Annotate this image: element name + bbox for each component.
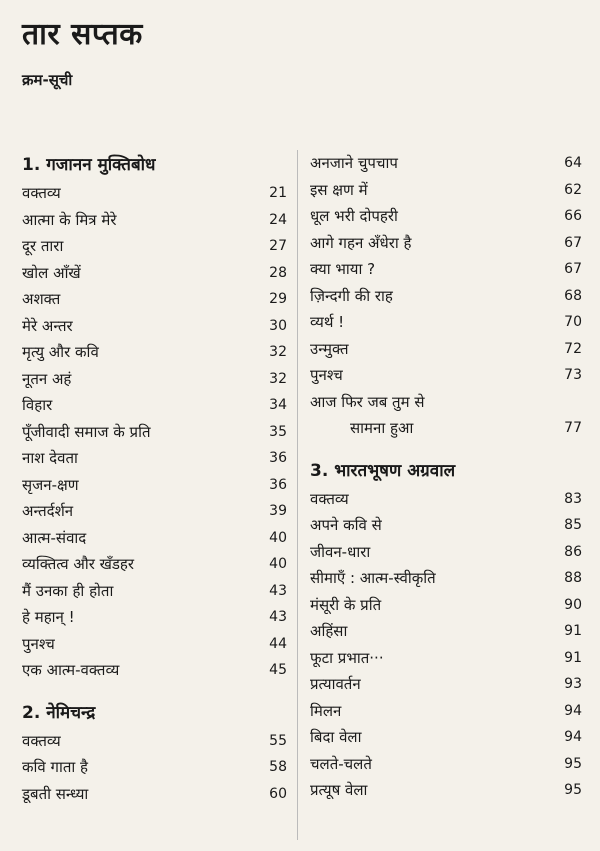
entry-page-number: 67 (564, 234, 582, 251)
entry-page-number: 40 (269, 556, 287, 572)
toc-entry (22, 754, 287, 781)
entry-title: डूबती सन्ध्या (22, 784, 89, 803)
toc-entry (310, 203, 582, 230)
toc-entry (22, 313, 287, 340)
entry-page-number: 70 (564, 314, 582, 330)
toc-entry (22, 781, 287, 808)
page-subtitle: क्रम-सूची (22, 71, 73, 89)
toc-entry (22, 207, 287, 234)
entry-page-number: 73 (564, 367, 582, 383)
toc-entry (22, 578, 287, 605)
entry-title: आत्म-संवाद (22, 528, 87, 547)
entry-title: वक्तव्य (22, 184, 61, 202)
entry-page-number: 66 (564, 208, 582, 224)
entry-page-number: 95 (564, 755, 582, 772)
entry-title: ज़िन्दगी की राह (310, 286, 393, 305)
toc-entry (310, 362, 582, 389)
toc-entry (22, 498, 287, 525)
section-gap (310, 442, 582, 456)
entry-page-number: 86 (564, 543, 582, 560)
entry-page-number: 62 (564, 181, 582, 198)
toc-entry (310, 671, 582, 698)
section-heading: 3. भारतभूषण अग्रवाल (310, 460, 456, 481)
toc-entry (310, 724, 582, 751)
entry-page-number: 64 (564, 155, 582, 171)
toc-entry (22, 604, 287, 631)
entry-page-number: 45 (269, 662, 287, 678)
entry-page-number: 44 (269, 635, 287, 652)
toc-entry (310, 698, 582, 725)
entry-title: दूर तारा (22, 237, 64, 255)
toc-entry (310, 512, 582, 539)
toc-entry (22, 631, 287, 658)
entry-title: विहार (22, 396, 53, 414)
entry-title: सीमाएँ : आत्म-स्वीकृति (310, 569, 436, 587)
entry-title: उन्मुक्त (310, 339, 349, 358)
toc-entry (310, 539, 582, 566)
entry-page-number: 43 (269, 609, 287, 625)
entry-page-number: 60 (269, 785, 287, 802)
entry-title: नूतन अहं (22, 369, 72, 388)
entry-title: मृत्यु और कवि (22, 343, 99, 361)
toc-entry (310, 177, 582, 204)
entry-title: मंसूरी के प्रति (310, 595, 382, 614)
entry-page-number: 85 (564, 517, 582, 533)
toc-entry (22, 419, 287, 446)
entry-page-number: 36 (269, 476, 287, 493)
section-heading: 1. गजानन मुक्तिबोध (22, 155, 156, 175)
entry-title: मेरे अन्तर (22, 316, 73, 335)
entry-title: व्यक्तित्व और खँडहर (22, 555, 135, 573)
toc-entry (310, 283, 582, 310)
entry-title: व्यर्थ ! (310, 313, 345, 331)
entry-title: क्या भाया ? (310, 260, 376, 278)
entry-page-number: 88 (564, 570, 582, 586)
entry-page-number: 83 (564, 490, 582, 507)
toc-entry (22, 392, 287, 419)
entry-title: पुनश्च (22, 634, 55, 653)
entry-page-number: 68 (564, 287, 582, 304)
entry-title: एक आत्म-वक्तव्य (22, 661, 120, 679)
entry-title: सामना हुआ (350, 419, 414, 437)
entry-title: धूल भरी दोपहरी (310, 207, 398, 225)
toc-entry (22, 286, 287, 313)
toc-entry (22, 551, 287, 578)
entry-page-number: 28 (269, 264, 287, 281)
entry-page-number: 55 (269, 732, 287, 749)
entry-page-number: 90 (564, 596, 582, 613)
entry-title: इस क्षण में (310, 180, 368, 199)
section-gap (22, 684, 287, 698)
entry-title: पुनश्च (310, 366, 343, 384)
toc-entry (310, 230, 582, 257)
right-column (310, 150, 582, 804)
entry-title: नाश देवता (22, 449, 78, 467)
entry-title: पूँजीवादी समाज के प्रति (22, 422, 151, 441)
entry-page-number: 24 (269, 211, 287, 228)
toc-entry (310, 565, 582, 592)
entry-page-number: 29 (269, 291, 287, 307)
entry-title: आत्मा के मित्र मेरे (22, 210, 117, 229)
entry-page-number: 35 (269, 423, 287, 440)
toc-entry (22, 260, 287, 287)
entry-page-number: 40 (269, 529, 287, 546)
toc-entry (310, 645, 582, 672)
entry-page-number: 67 (564, 261, 582, 277)
entry-title: सृजन-क्षण (22, 475, 79, 494)
entry-page-number: 32 (269, 370, 287, 387)
toc-entry (22, 180, 287, 207)
entry-title: चलते-चलते (310, 754, 372, 773)
entry-title: आज फिर जब तुम से (310, 392, 425, 411)
entry-page-number: 58 (269, 759, 287, 775)
toc-entry (310, 777, 582, 804)
entry-page-number: 43 (269, 582, 287, 599)
entry-title: हे महान् ! (22, 608, 75, 626)
entry-page-number: 36 (269, 450, 287, 466)
entry-title: खोल आँखें (22, 263, 81, 282)
entry-page-number: 94 (564, 729, 582, 745)
toc-entry (22, 472, 287, 499)
entry-page-number: 91 (564, 649, 582, 666)
left-column (22, 150, 287, 807)
entry-title: अपने कवि से (310, 516, 382, 534)
entry-page-number: 94 (564, 702, 582, 719)
toc-entry (22, 657, 287, 684)
entry-title: अहिंसा (310, 622, 348, 640)
column-divider (297, 150, 298, 840)
toc-entry (22, 525, 287, 552)
entry-page-number: 95 (564, 782, 582, 798)
toc-entry (310, 150, 582, 177)
toc-entry-wrapped-line2 (310, 415, 582, 442)
entry-title: अशक्त (22, 290, 61, 308)
entry-page-number: 72 (564, 340, 582, 357)
toc-entry-wrapped-line1 (310, 389, 582, 416)
entry-page-number: 32 (269, 344, 287, 360)
entry-page-number: 39 (269, 503, 287, 519)
entry-title: वक्तव्य (22, 731, 61, 750)
entry-title: आगे गहन अँधेरा है (310, 233, 412, 252)
entry-page-number: 93 (564, 676, 582, 692)
toc-entry (310, 486, 582, 513)
entry-page-number: 91 (564, 623, 582, 639)
entry-page-number: 34 (269, 397, 287, 413)
entry-title: अन्तर्दर्शन (22, 502, 74, 520)
entry-title: बिदा वेला (310, 728, 362, 746)
toc-entry (310, 592, 582, 619)
entry-title: प्रत्यूष वेला (310, 781, 368, 799)
toc-entry (310, 309, 582, 336)
toc-entry (22, 728, 287, 755)
toc-entry (310, 618, 582, 645)
toc-entry (22, 445, 287, 472)
entry-page-number: 21 (269, 185, 287, 201)
toc-entry (310, 256, 582, 283)
toc-entry (22, 233, 287, 260)
toc-entry (22, 339, 287, 366)
toc-entry (310, 336, 582, 363)
entry-page-number: 27 (269, 238, 287, 254)
entry-title: अनजाने चुपचाप (310, 154, 398, 172)
entry-page-number: 30 (269, 317, 287, 334)
entry-title: प्रत्यावर्तन (310, 675, 361, 693)
toc-entry (310, 751, 582, 778)
entry-title: वक्तव्य (310, 489, 349, 508)
entry-title: जीवन-धारा (310, 542, 371, 561)
page-title: तार सप्तक (22, 17, 143, 52)
entry-page-number: 77 (564, 420, 582, 436)
entry-title: मिलन (310, 701, 342, 720)
toc-entry (22, 366, 287, 393)
section-heading: 2. नेमिचन्द्र (22, 702, 96, 723)
entry-title: फूटा प्रभात··· (310, 648, 384, 667)
entry-title: मैं उनका ही होता (22, 581, 114, 600)
entry-title: कवि गाता है (22, 758, 89, 776)
